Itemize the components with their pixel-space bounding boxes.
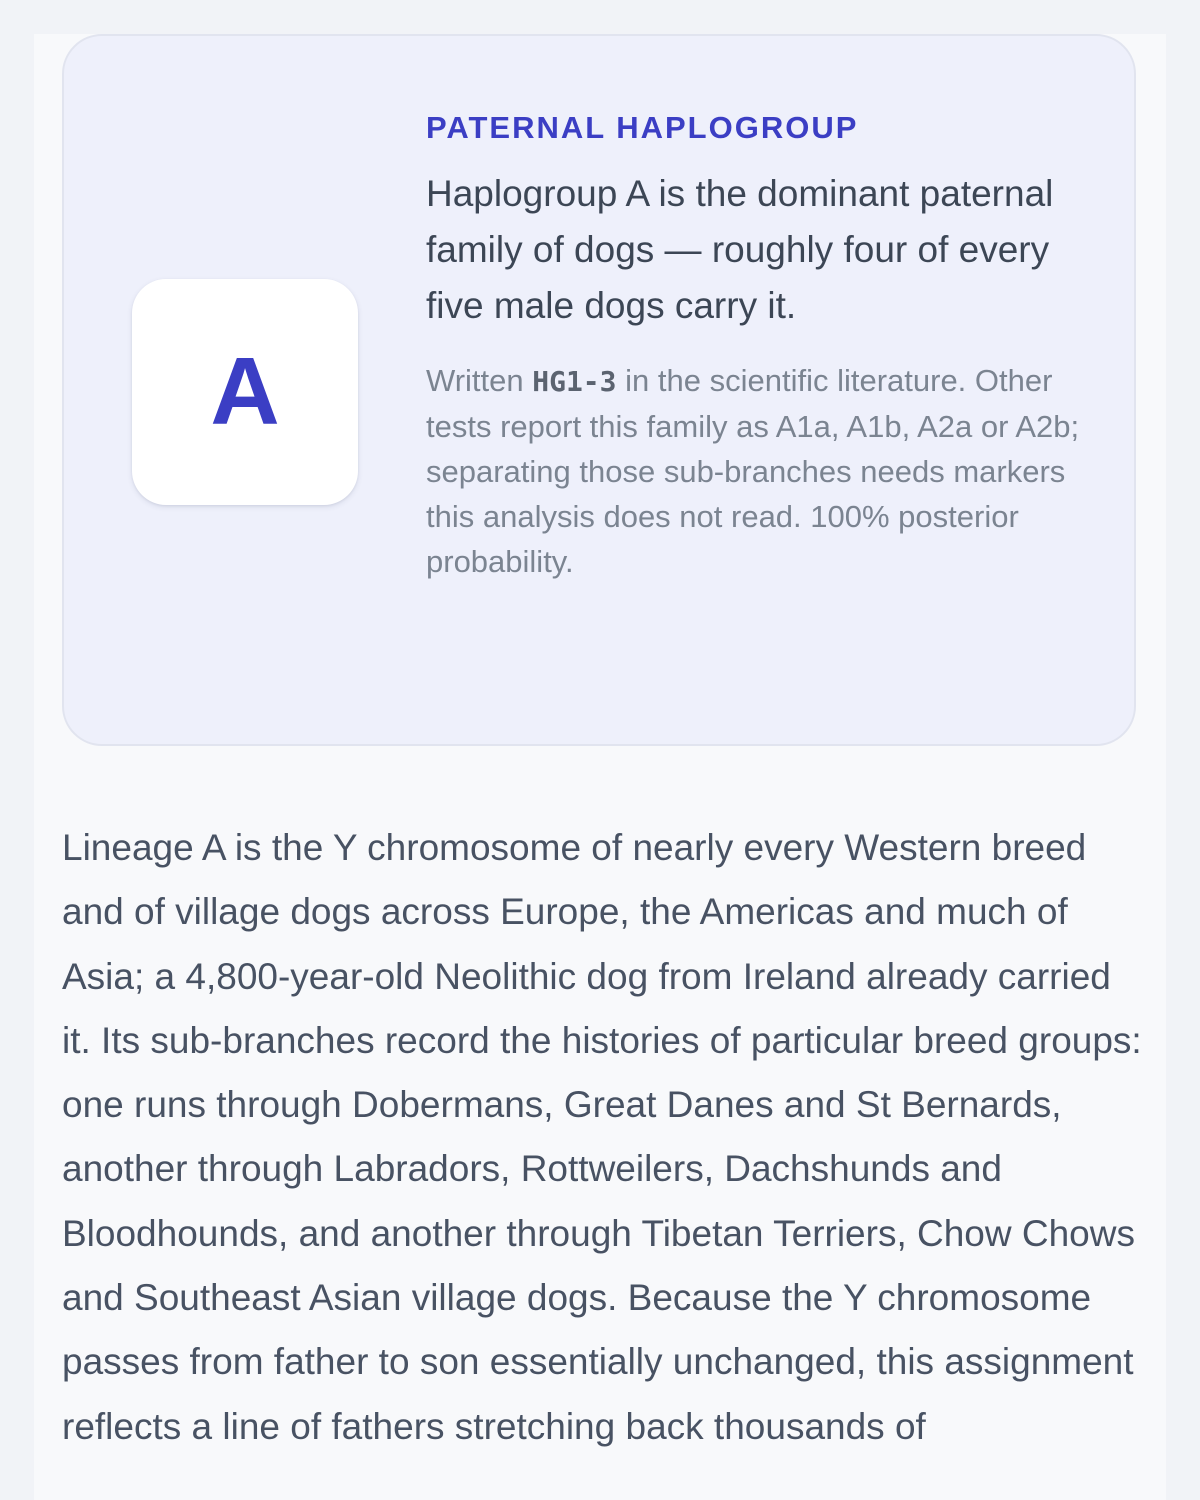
haplogroup-card: [62, 34, 1136, 746]
detail-prefix: Written: [426, 363, 533, 398]
haplogroup-letter: A: [210, 338, 280, 445]
haplogroup-summary: [426, 106, 1086, 584]
haplogroup-lead: Haplogroup A is the dominant paternal family of dogs — roughly four of every five male dogs carry it.: [426, 173, 1054, 326]
detail-suffix: in the scientific literature. Other tests report this family as A1a, A1b, A2a or A2b; separating those sub-branches needs markers this analysis does not read. 100% posterior probability.: [426, 363, 1080, 579]
section-eyebrow: PATERNAL HAPLOGROUP: [426, 110, 859, 145]
haplogroup-badge: [132, 279, 358, 505]
page: [34, 34, 1166, 1500]
haplogroup-detail: [426, 358, 1086, 584]
lineage-description: Lineage A is the Y chromosome of nearly every Western breed and of village dogs across Europe, the Americas and much of Asia; a 4,800-year-old Neolithic dog from Ireland already carried it. Its sub-branches record the histories of particular breed groups: one runs through Dobermans, Great Danes and St Bernards, another through Labradors, Rottweilers, Dachshunds and Bloodhounds, and another through Tibetan Terriers, Chow Chows and Southeast Asian village dogs. Because the Y chromosome passes from father to son essentially unchanged, this assignment reflects a line of fathers stretching back thousands of: [62, 827, 1142, 1447]
scientific-code: HG1-3: [532, 365, 617, 398]
